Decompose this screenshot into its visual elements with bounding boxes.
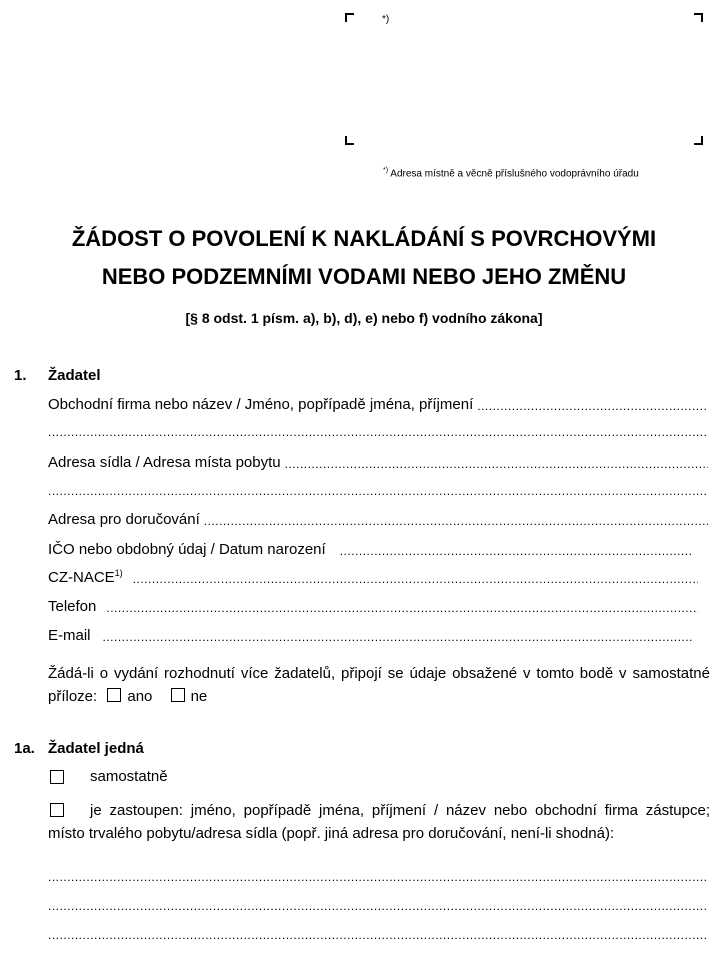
multi-applicants-text: Žádá-li o vydání rozhodnutí více žadatelů, připojí se údaje obsažené v tomto bodě v samostatné příloze: xyxy=(48,665,710,705)
applicant-address-field[interactable] xyxy=(48,451,708,471)
applicant-name-dots xyxy=(477,399,708,413)
ico-dots xyxy=(340,544,692,558)
representative-line3[interactable] xyxy=(48,928,708,944)
represented-label: je zastoupen: jméno, popřípadě jména, příjmení / název nebo obchodní firma zástupce; místo trvalého pobytu/adresa sídla (popř. jiná adresa pro doručování, není-li shodná): xyxy=(48,802,710,842)
address-box-corner-bottom-right xyxy=(694,136,703,145)
address-footnote-mark: *) xyxy=(383,167,389,174)
applicant-name-label: Obchodní firma nebo název / Jméno, popřípadě jména, příjmení xyxy=(48,396,474,413)
form-title-line1: ŽÁDOST O POVOLENÍ K NAKLÁDÁNÍ S POVRCHOVÝMI xyxy=(71,226,657,251)
acts-alone-checkbox[interactable] xyxy=(50,770,64,784)
applicant-address-dots xyxy=(285,457,708,471)
section1-title: Žadatel xyxy=(48,367,101,384)
email-field[interactable] xyxy=(48,624,708,644)
multi-applicants-paragraph xyxy=(48,662,710,708)
representative-line1[interactable] xyxy=(48,870,708,886)
annex-yes-label: ano xyxy=(127,688,153,705)
section1-number: 1. xyxy=(14,367,27,384)
nace-dots xyxy=(133,572,698,586)
address-box-corner-top-left xyxy=(345,13,354,22)
representative-line2[interactable] xyxy=(48,899,708,915)
nace-label-text: CZ-NACE xyxy=(48,569,115,586)
delivery-address-dots xyxy=(204,514,708,528)
annex-no-checkbox[interactable] xyxy=(171,688,185,702)
address-box-corner-bottom-left xyxy=(345,136,354,145)
address-footnote xyxy=(383,167,639,179)
applicant-name-line2[interactable] xyxy=(48,425,708,441)
phone-field[interactable] xyxy=(48,595,708,615)
section1a-title: Žadatel jedná xyxy=(48,740,144,757)
applicant-address-label: Adresa sídla / Adresa místa pobytu xyxy=(48,454,281,471)
email-dots xyxy=(103,630,692,644)
applicant-name-field[interactable] xyxy=(48,393,708,413)
nace-field[interactable] xyxy=(48,566,708,586)
annex-yes-checkbox[interactable] xyxy=(107,688,121,702)
phone-dots xyxy=(106,601,698,615)
annex-no-label: ne xyxy=(190,688,208,705)
acts-alone-label: samostatně xyxy=(90,768,168,785)
phone-label: Telefon xyxy=(48,598,97,615)
delivery-address-label: Adresa pro doručování xyxy=(48,511,200,528)
address-box-marker: *) xyxy=(382,14,390,25)
address-box-corner-top-right xyxy=(694,13,703,22)
form-title-line2: NEBO PODZEMNÍMI VODAMI NEBO JEHO ZMĚNU xyxy=(101,264,627,289)
nace-label xyxy=(48,568,123,586)
nace-footnote: 1) xyxy=(114,568,123,578)
applicant-address-line2[interactable] xyxy=(48,484,708,500)
delivery-address-field[interactable] xyxy=(48,508,708,528)
email-label: E-mail xyxy=(48,627,91,644)
address-footnote-text: Adresa místně a věcně příslušného vodoprávního úřadu xyxy=(390,168,639,180)
form-subtitle: [§ 8 odst. 1 písm. a), b), d), e) nebo f) vodního zákona] xyxy=(185,310,543,326)
ico-label: IČO nebo obdobný údaj / Datum narození xyxy=(48,541,326,558)
section1a-number: 1a. xyxy=(14,740,35,757)
ico-field[interactable] xyxy=(48,538,708,558)
